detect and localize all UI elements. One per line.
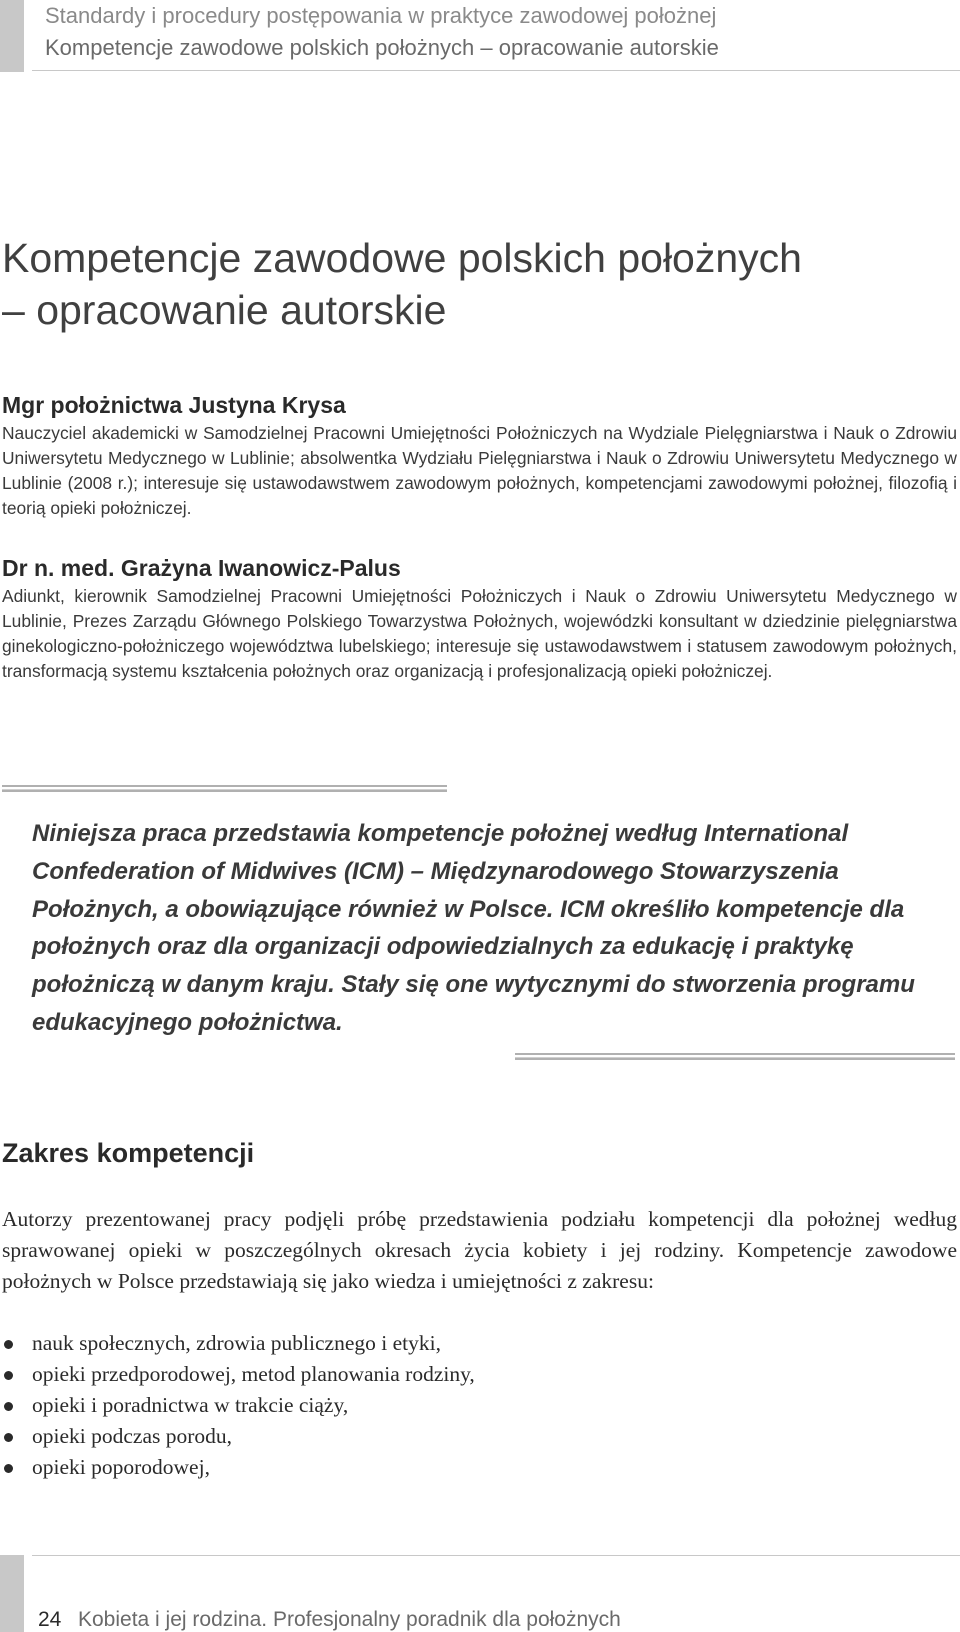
bullet-icon (4, 1433, 13, 1442)
page-number: 24 (38, 1608, 62, 1631)
publication-title: Kobieta i jej rodzina. Profesjonalny poradnik dla położnych (78, 1608, 621, 1631)
list-item (2, 1390, 475, 1421)
header-rule (32, 70, 960, 71)
author-name: Mgr położnictwa Justyna Krysa (2, 392, 346, 418)
article-title (2, 232, 952, 336)
running-footer (0, 1555, 960, 1632)
list-item-text: opieki przedporodowej, metod planowania rodziny, (32, 1362, 475, 1386)
header-side-bar (0, 0, 24, 72)
lead-paragraph: Niniejsza praca przedstawia kompetencje położnej według International Confederation of Midwives (ICM) – Międzynarodowego Stowarzyszenia Położnych, a obowiązujące również w Polsce. ICM określiło kompetencje dla położnych oraz dla organizacji odpowiedzialnych za edukację i praktykę położniczą w danym kraju. Stały się one wytycznymi do stworzenia programu edukacyjnego położnictwa. (32, 820, 915, 1036)
list-item (2, 1359, 475, 1390)
list-item (2, 1452, 475, 1483)
list-item (2, 1421, 475, 1452)
lead-bottom-rule (515, 1053, 955, 1060)
footer-rule (32, 1555, 960, 1556)
author-block (2, 555, 957, 684)
section-paragraph: Autorzy prezentowanej pracy podjęli próbę przedstawienia podziału kompetencji dla położnej według sprawowanej opieki w poszczególnych okresach życia kobiety i jej rodziny. Kompetencje zawodowe położnych w Polsce przedstawiają się jako wiedza i umiejętności z zakresu: (2, 1207, 957, 1293)
bullet-icon (4, 1402, 13, 1411)
bullet-icon (4, 1340, 13, 1349)
header-article-title: Kompetencje zawodowe polskich położnych – opracowanie autorskie (45, 35, 719, 60)
running-header (0, 0, 960, 72)
competence-list (2, 1328, 475, 1483)
header-series-title: Standardy i procedury postępowania w praktyce zawodowej położnej (45, 3, 717, 28)
article-title-line2: – opracowanie autorskie (2, 287, 447, 333)
list-item-text: nauk społecznych, zdrowia publicznego i etyki, (32, 1331, 441, 1355)
author-bio: Adiunkt, kierownik Samodzielnej Pracowni Umiejętności Położniczych i Nauk o Zdrowiu Uniwersytetu Medycznego w Lublinie, Prezes Zarządu Głównego Polskiego Towarzystwa Położnych, wojewódzki konsultant w dziedzinie pielęgniarstwa ginekologiczno-położniczego województwa lubelskiego; interesuje się ustawodawstwem i statusem zawodowym położnych, transformacją systemu kształcenia położnych oraz organizacją i profesjonalizacją opieki położniczej. (2, 586, 957, 681)
bullet-icon (4, 1371, 13, 1380)
list-item (2, 1328, 475, 1359)
article-title-line1: Kompetencje zawodowe polskich położnych (2, 235, 802, 281)
list-item-text: opieki poporodowej, (32, 1455, 210, 1479)
author-bio: Nauczyciel akademicki w Samodzielnej Pracowni Umiejętności Położniczych na Wydziale Pielęgniarstwa i Nauk o Zdrowiu Uniwersytetu Medycznego w Lublinie; absolwentka Wydziału Pielęgniarstwa i Nauk o Zdrowiu Uniwersytetu Medycznego w Lublinie (2008 r.); interesuje się ustawodawstwem zawodowym położnych, kompetencjami zawodowymi położnej, filozofią i teorią opieki położniczej. (2, 423, 957, 518)
footer-side-bar (0, 1555, 24, 1632)
list-item-text: opieki podczas porodu, (32, 1424, 233, 1448)
author-name: Dr n. med. Grażyna Iwanowicz-Palus (2, 555, 401, 581)
bullet-icon (4, 1464, 13, 1473)
list-item-text: opieki i poradnictwa w trakcie ciąży, (32, 1393, 349, 1417)
lead-top-rule (2, 785, 447, 792)
section-heading: Zakres kompetencji (2, 1138, 255, 1168)
author-block (2, 392, 957, 521)
